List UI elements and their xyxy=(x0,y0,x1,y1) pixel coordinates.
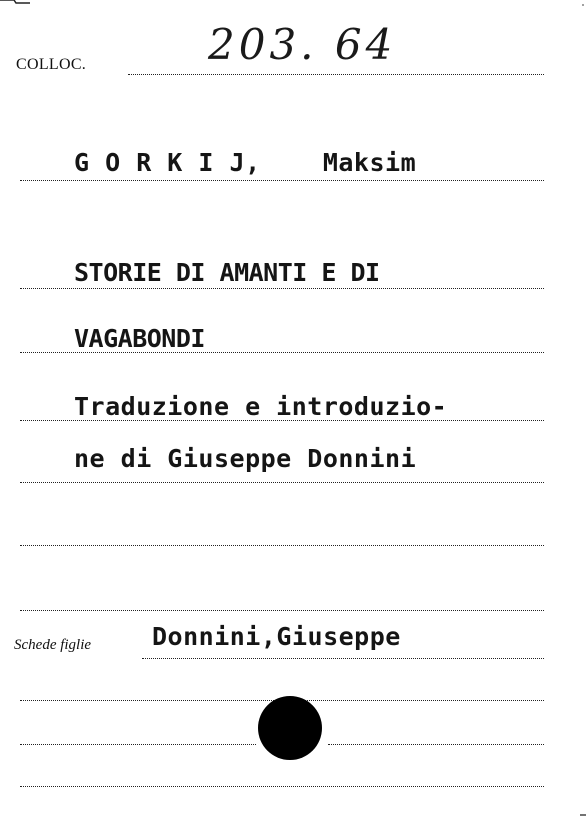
blank-rule-5 xyxy=(20,786,544,787)
title-line-1-rule xyxy=(20,288,544,289)
colloc-line xyxy=(128,74,544,75)
punch-hole xyxy=(258,696,322,760)
note-line-1: Traduzione e introduzio- xyxy=(74,392,448,421)
note-line-2: ne di Giuseppe Donnini xyxy=(74,444,417,473)
colloc-value: 203. 64 xyxy=(208,20,397,69)
title-line-2-rule xyxy=(20,352,544,353)
note-line-1-rule xyxy=(20,420,544,421)
schede-figlie-label: Schede figlie xyxy=(14,637,92,653)
blank-rule-4b xyxy=(328,744,544,745)
author-line xyxy=(20,180,544,181)
schede-figlie-line xyxy=(142,658,544,659)
colloc-label: COLLOC. xyxy=(16,56,87,73)
title-line-1: STORIE DI AMANTI E DI xyxy=(74,258,380,287)
note-line-2-rule xyxy=(20,482,544,483)
schede-figlie-value: Donnini,Giuseppe xyxy=(152,622,401,651)
blank-rule-4 xyxy=(20,744,256,745)
blank-rule-1 xyxy=(20,545,544,546)
corner-scan-mark xyxy=(0,0,30,14)
blank-rule-2 xyxy=(20,610,544,611)
right-edge-mark xyxy=(570,0,586,826)
author-heading: G O R K I J, Maksim xyxy=(74,148,417,177)
title-line-2: VAGABONDI xyxy=(74,324,205,353)
